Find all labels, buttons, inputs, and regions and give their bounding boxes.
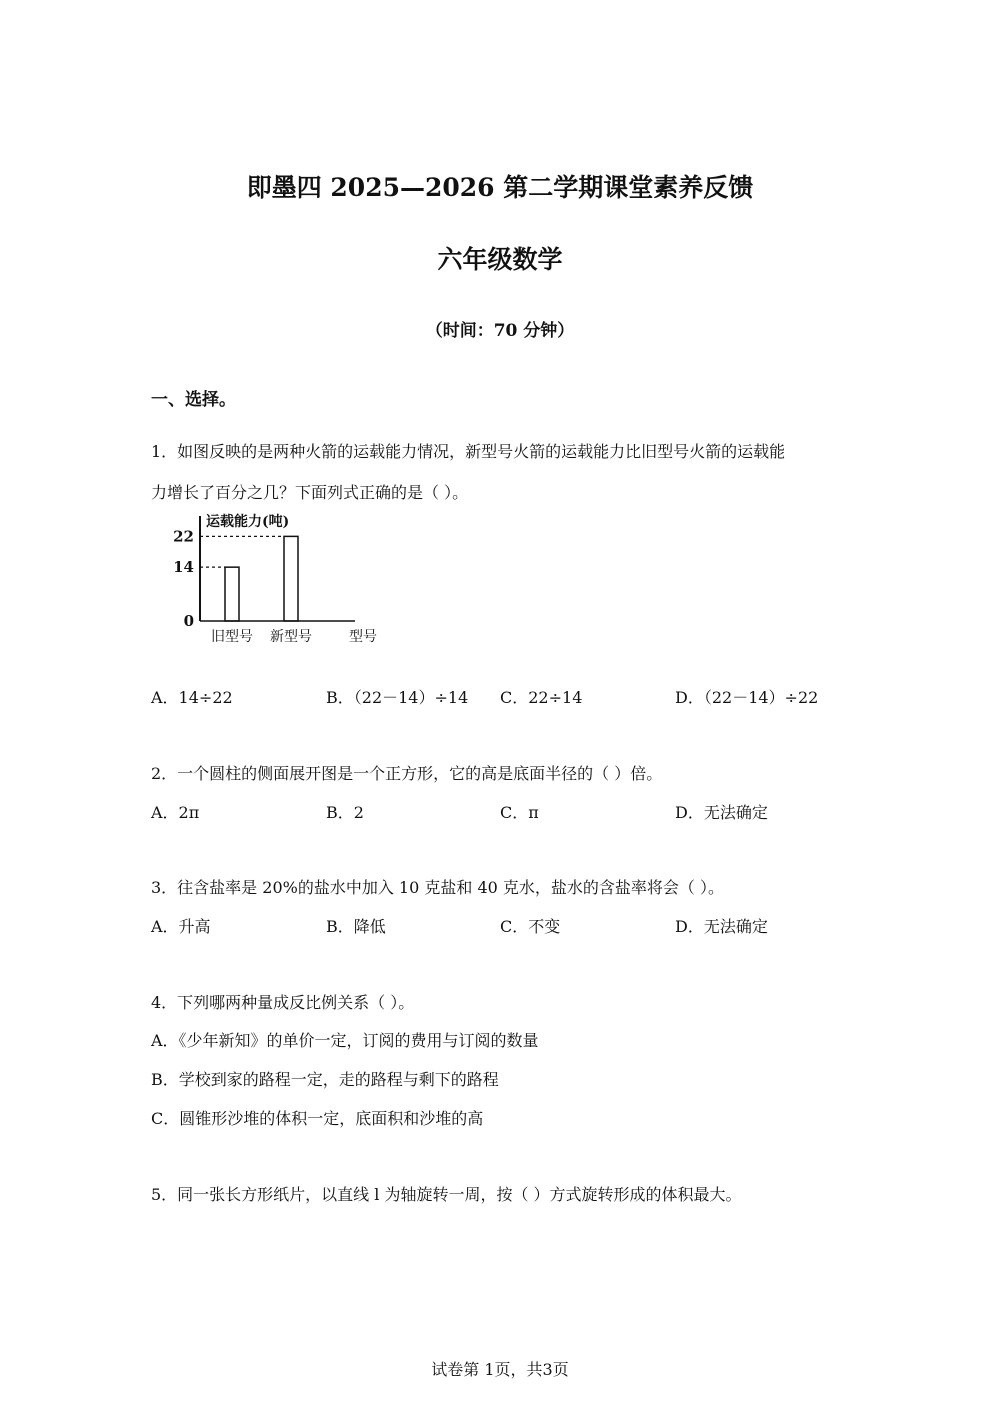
question-3-option-d: D．无法确定 [675,917,768,936]
question-1-option-a: A．14÷22 [151,688,233,707]
question-5-text: 5．同一张长方形纸片，以直线 l 为轴旋转一周，按（ ）方式旋转形成的体积最大。 [151,1185,742,1204]
chart-y-tick-label-3: 0 [183,612,194,630]
question-4-option-b: B．学校到家的路程一定，走的路程与剩下的路程 [151,1070,499,1089]
chart-bar-1 [225,567,239,621]
question-4-text: 4．下列哪两种量成反比例关系（ ）。 [151,993,415,1012]
chart-y-tick-label-2: 14 [173,558,194,577]
time-note: （时间：70 分钟） [425,321,575,341]
chart-x-axis-label: 型号 [349,629,377,645]
question-4-option-a: A．《少年新知》的单价一定，订阅的费用与订阅的数量 [151,1031,539,1050]
chart-category-label-2: 新型号 [270,629,312,645]
page-subtitle: 六年级数学 [437,245,563,274]
question-3-option-c: C．不变 [500,917,561,936]
question-4-option-c: C．圆锥形沙堆的体积一定，底面积和沙堆的高 [151,1109,484,1128]
section-heading: 一、选择。 [151,390,236,410]
question-2-option-b: B．2 [326,803,364,822]
question-3-option-b: B．降低 [326,917,386,936]
question-2-option-c: C．π [500,803,539,822]
question-1-line-1: 1．如图反映的是两种火箭的运载能力情况，新型号火箭的运载能力比旧型号火箭的运载能 [151,442,786,461]
chart-y-tick-label-1: 22 [173,527,194,546]
question-1-option-b: B．（22－14）÷14 [326,688,469,707]
question-2-option-a: A．2π [151,803,200,822]
question-3-option-a: A．升高 [151,917,211,936]
question-2-option-d: D．无法确定 [675,803,768,822]
question-2-text: 2．一个圆柱的侧面展开图是一个正方形，它的高是底面半径的（ ）倍。 [151,764,663,783]
chart-y-axis-label: 运载能力(吨) [206,514,290,530]
question-1-option-d: D．（22－14）÷22 [675,688,819,707]
question-1-line-2: 力增长了百分之几？下面列式正确的是（ ）。 [151,483,469,502]
question-3-text: 3．往含盐率是 20%的盐水中加入 10 克盐和 40 克水，盐水的含盐率将会（ ）。 [151,878,724,897]
chart-bar-2 [284,536,298,621]
chart-category-label-1: 旧型号 [211,629,253,645]
page-footer: 试卷第 1页，共3页 [431,1360,569,1379]
page-title: 即墨四 2025—2026 第二学期课堂素养反馈 [246,173,754,202]
question-1-option-c: C．22÷14 [500,688,583,707]
rocket-capacity-chart [165,508,405,658]
